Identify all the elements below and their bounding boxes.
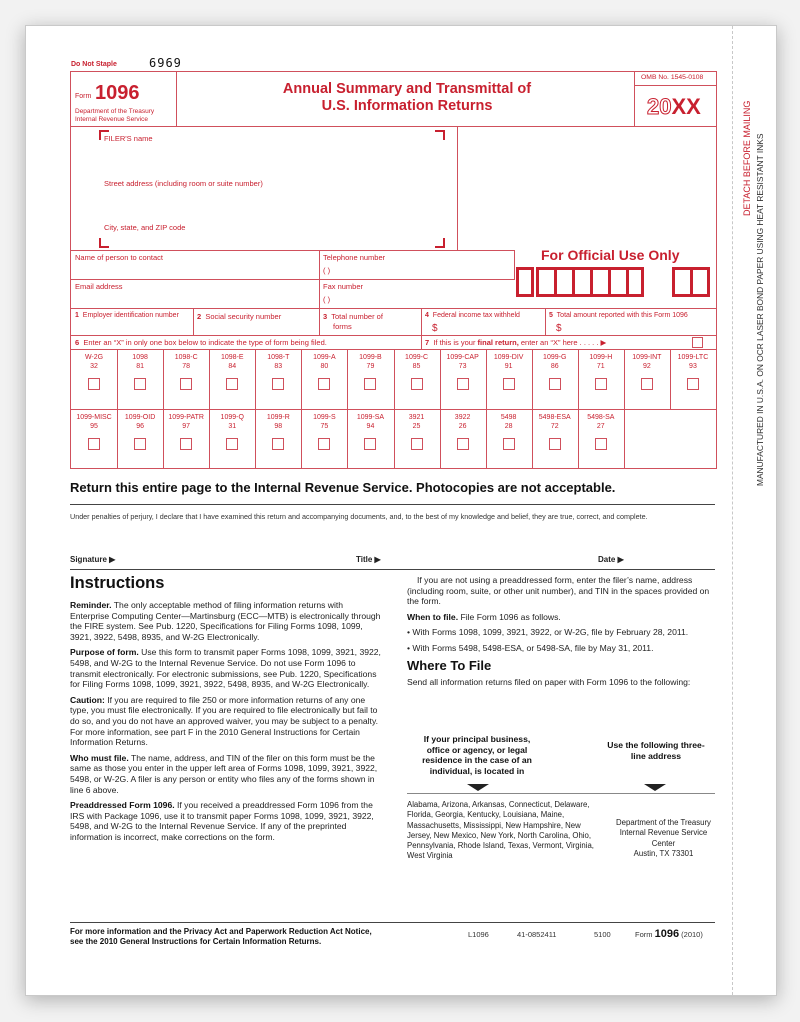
instructions-right-column — [407, 575, 715, 687]
form-type-name: 1099-MISC — [76, 414, 112, 421]
form-type-cell — [578, 413, 624, 431]
form-type-cell — [394, 353, 440, 371]
form-type-cell — [163, 413, 209, 431]
form-type-checkbox[interactable] — [134, 378, 146, 390]
form-word: Form — [75, 93, 92, 100]
form-type-code: 80 — [320, 363, 329, 370]
where-left-header: If your principal business, office or agency, or legal residence in the case of an individual, is located in — [422, 734, 532, 776]
box2-ssn[interactable]: 2 Social security number — [197, 312, 282, 321]
form-type-name: 1099-INT — [632, 354, 662, 361]
form-type-code: 98 — [274, 423, 283, 430]
form-type-code: 78 — [182, 363, 191, 370]
form-type-name: 1099-R — [266, 414, 290, 421]
form-type-cell — [301, 413, 347, 431]
filer-name-label[interactable]: FILER'S name — [104, 134, 153, 143]
print-code: 5100 — [594, 930, 611, 939]
form-type-code: 93 — [689, 363, 697, 370]
form-type-name: 1099-OID — [124, 414, 156, 421]
form-type-name: 1099-DIV — [493, 354, 524, 361]
form-type-name: 1099-Q — [220, 414, 244, 421]
form-type-checkbox[interactable] — [226, 438, 238, 450]
where-to-file-heading: Where To File — [407, 657, 492, 673]
form-grid — [70, 71, 717, 469]
form-type-checkbox[interactable] — [457, 438, 469, 450]
form-type-code: 27 — [596, 423, 605, 430]
form-type-name: 1099-C — [405, 354, 429, 361]
form-type-name: 5498 — [500, 414, 517, 421]
form-type-cell — [117, 353, 163, 371]
form-type-code: 95 — [90, 423, 98, 430]
form-type-name: 1098-C — [174, 354, 198, 361]
who-must-file-paragraph: Who must file. The name, address, and TIN of the filer on this form must be the same as those you enter in the upper left area of Forms 1098, 1099, 3921, 3922, 5498, or W-2G. A filer is any person or entity who files any of the forms shown in line 6 above. — [70, 752, 378, 795]
department-line1: Department of the Treasury — [75, 108, 155, 115]
official-use-label: For Official Use Only — [541, 247, 680, 263]
preaddressed-intro: If you are not using a preaddressed form, enter the filer’s name, address (including room, suite, or other unit number), and TIN in the spaces provided on the form. — [407, 575, 710, 607]
form-type-cell — [440, 353, 486, 371]
form-type-checkbox[interactable] — [364, 438, 376, 450]
box5-total-amount[interactable]: 5 Total amount reported with this Form 1096 — [549, 312, 688, 319]
form-type-cell — [347, 353, 393, 371]
form-type-cell — [255, 353, 301, 371]
form-type-code: 97 — [182, 423, 191, 430]
title-line1: Annual Summary and Transmittal of — [282, 81, 532, 97]
signature-field[interactable]: Signature ▶ — [70, 555, 116, 564]
manufacturing-notice: MANUFACTURED IN U.S.A. ON OCR LASER BOND PAPER USING HEAT RESISTANT INKS — [755, 133, 765, 486]
form-type-checkbox[interactable] — [180, 438, 192, 450]
form-type-cell — [209, 413, 255, 431]
final-return-checkbox[interactable] — [692, 337, 703, 348]
form-type-name: 1098-E — [220, 354, 244, 361]
form-type-checkbox[interactable] — [687, 378, 699, 390]
form-type-name: 1099-A — [313, 354, 336, 361]
form-type-name: W-2G — [84, 354, 104, 361]
telephone-label[interactable]: Telephone number — [323, 253, 386, 262]
form-type-cell — [532, 353, 578, 371]
form-type-name: 3921 — [408, 414, 425, 421]
when-bullet-1: • With Forms 1098, 1099, 3921, 3922, or W-2G, file by February 28, 2011. — [407, 627, 689, 638]
form-type-cell — [670, 353, 716, 371]
form-type-code: 83 — [274, 363, 283, 370]
form-type-code: 96 — [136, 423, 144, 430]
return-notice: Return this entire page to the Internal Revenue Service. Photocopies are not acceptable. — [70, 480, 616, 495]
form-type-code: 84 — [228, 363, 237, 370]
official-use-box — [672, 267, 710, 297]
form-type-checkbox[interactable] — [88, 438, 100, 450]
box4-dollar: $ — [432, 323, 438, 334]
form-type-checkbox[interactable] — [503, 378, 515, 390]
form-type-name: 1099-SA — [356, 414, 385, 421]
form-type-name: 5498-SA — [587, 414, 615, 421]
ein-code: 41-0852411 — [517, 930, 557, 939]
official-use-box — [536, 267, 644, 297]
title-line2: U.S. Information Returns — [321, 98, 493, 114]
form-type-code: 79 — [366, 363, 375, 370]
instructions-heading: Instructions — [70, 574, 165, 592]
form-type-name: 1099-S — [313, 414, 336, 421]
form-type-cell — [71, 413, 117, 431]
form-title — [177, 81, 637, 115]
telephone-field[interactable]: ( ) — [323, 266, 331, 275]
when-to-file: When to file. File Form 1096 as follows. — [407, 611, 561, 622]
form-type-code: 25 — [412, 423, 421, 430]
form-type-code: 91 — [504, 363, 513, 370]
handwritten-number: 6969 — [149, 56, 182, 70]
form-type-code: 73 — [458, 363, 467, 370]
form-type-row-2 — [71, 409, 716, 468]
form-type-code: 28 — [504, 423, 513, 430]
form-number: 1096 — [95, 82, 140, 104]
date-field[interactable]: Date ▶ — [598, 555, 624, 564]
form-type-cell — [578, 353, 624, 371]
box1-ein[interactable]: 1 Employer identification number — [75, 312, 179, 319]
form-type-checkbox[interactable] — [641, 378, 653, 390]
year-cell — [634, 85, 717, 127]
form-type-code: 94 — [366, 423, 375, 430]
form-type-cell — [486, 413, 532, 431]
arrow-right-icon: ▶ — [600, 338, 607, 347]
fax-label[interactable]: Fax number — [323, 282, 364, 291]
form-type-cell — [624, 353, 670, 371]
irs-address: Department of the Treasury Internal Revenue Service Center Austin, TX 73301 — [616, 818, 711, 858]
form-type-checkbox[interactable] — [549, 438, 561, 450]
box6-instruction: 6 Enter an “X” in only one box below to indicate the type of form being filed. — [75, 338, 327, 347]
form-type-checkbox[interactable] — [318, 438, 330, 450]
form-type-checkbox[interactable] — [272, 378, 284, 390]
form-type-code: 75 — [320, 423, 329, 430]
form-type-checkbox[interactable] — [134, 438, 146, 450]
form-type-checkbox[interactable] — [549, 378, 561, 390]
form-type-checkbox[interactable] — [180, 378, 192, 390]
arrow-down-icon — [644, 784, 666, 791]
official-use-box — [516, 267, 534, 297]
department-line2: Internal Revenue Service — [75, 116, 148, 123]
caution-paragraph: Caution: If you are required to file 250 or more information returns of any one type, you must file electronically. If you are required to file electronically but fail to do so, and you do not have an approved waiver, you may be subject to a penalty. For more information, see part F in the 2010 General Instructions for Certain Information Returns. — [70, 694, 378, 748]
form-type-cell — [440, 413, 486, 431]
form-type-cell — [71, 353, 117, 371]
preaddressed-paragraph: Preaddressed Form 1096. If you received a preaddressed Form 1096 from the IRS with Package 1096, use it to transmit paper Forms 1098, 1099, 3921, 3922, 5498, and W-2G to the Internal Revenue Service. If any of the preprinted information is incorrect, make corrections on the form. — [70, 800, 374, 842]
form-type-code: 86 — [550, 363, 559, 370]
form-type-checkbox[interactable] — [272, 438, 284, 450]
street-address-label[interactable]: Street address (including room or suite number) — [104, 179, 263, 188]
form-type-code: 26 — [458, 423, 467, 430]
form-type-cell — [486, 353, 532, 371]
catalog-code: L1096 — [468, 930, 489, 939]
form-type-code: 92 — [642, 363, 651, 370]
form-type-checkbox[interactable] — [226, 378, 238, 390]
box3-total-forms[interactable]: 3 Total number of — [323, 312, 383, 321]
form-type-cell — [117, 413, 163, 431]
form-type-checkbox[interactable] — [364, 378, 376, 390]
form-type-name: 1099-H — [589, 354, 613, 361]
form-type-name: 5498-ESA — [538, 414, 571, 421]
form-type-code: 71 — [596, 363, 605, 370]
where-right-header: Use the following three-line address — [607, 740, 705, 761]
city-state-zip-label[interactable]: City, state, and ZIP code — [104, 223, 186, 232]
form-type-checkbox[interactable] — [318, 378, 330, 390]
form-type-name: 1098 — [132, 354, 148, 361]
perjury-statement: Under penalties of perjury, I declare that I have examined this return and accompanying documents, and, to the best of my knowledge and belief, they are true, correct, and complete. — [70, 512, 648, 521]
form-type-cell — [209, 353, 255, 371]
box5-dollar: $ — [556, 323, 562, 334]
form-type-code: 85 — [412, 363, 421, 370]
privacy-notice: For more information and the Privacy Act and Paperwork Reduction Act Notice, see the 2010 General Instructions for Certain Information Returns. — [70, 927, 372, 946]
fax-field[interactable]: ( ) — [323, 295, 331, 304]
when-bullet-2: • With Forms 5498, 5498-ESA, or 5498-SA, file by May 31, 2011. — [407, 642, 654, 653]
form-type-checkbox[interactable] — [411, 438, 423, 450]
reminder-paragraph: Reminder. The only acceptable method of filing information returns with Enterprise Computing Center—Martinsburg (ECC—MTB) is electronically through the FIRE system. See Pub. 1220, Specifications for Filing Forms 1098, 1099, 3921, 3922, 5498, 8935, and W-2G Electronically. — [70, 600, 381, 642]
perforation-line — [732, 26, 733, 995]
form-type-checkbox[interactable] — [595, 378, 607, 390]
form-id-cell — [70, 71, 177, 127]
form-type-code: 32 — [90, 363, 98, 370]
detach-notice: DETACH BEFORE MAILING — [742, 100, 752, 216]
form-type-checkbox[interactable] — [595, 438, 607, 450]
form-type-cell — [394, 413, 440, 431]
form-type-name: 1099-CAP — [446, 354, 479, 361]
form-sheet — [25, 25, 777, 996]
form-type-checkbox[interactable] — [457, 378, 469, 390]
box4-federal-tax[interactable]: 4 Federal income tax withheld — [425, 312, 520, 319]
form-type-checkbox[interactable] — [411, 378, 423, 390]
omb-cell — [634, 71, 717, 86]
form-type-code: 31 — [228, 423, 237, 430]
do-not-staple-label: Do Not Staple — [71, 61, 117, 68]
form-type-checkbox[interactable] — [503, 438, 515, 450]
omb-number: OMB No. 1545-0108 — [641, 74, 704, 81]
tax-year: 20XX — [647, 94, 701, 119]
form-type-row-1 — [71, 349, 716, 409]
purpose-paragraph: Purpose of form. Use this form to transmit paper Forms 1098, 1099, 3921, 3922, 5498, and W-2G to the Internal Revenue Service. Do not use Form 1096 to transmit electronically. For electronic submissions, see Pub. 1220, Specifications for Filing Forms 1098, 1099, 3921, 3922, 5498, 8935, and W-2G Electronically. — [70, 647, 381, 690]
footer-form-id: Form 1096 (2010) — [635, 928, 703, 940]
form-type-name: 1099-G — [543, 354, 567, 361]
email-label[interactable]: Email address — [75, 282, 123, 291]
form-type-cell — [532, 413, 578, 431]
contact-name-label[interactable]: Name of person to contact — [75, 253, 163, 262]
form-type-cell — [255, 413, 301, 431]
box3-label-line2: forms — [333, 322, 352, 331]
form-type-name: 1098-T — [267, 354, 290, 361]
form-type-cell — [301, 353, 347, 371]
form-type-cell — [163, 353, 209, 371]
form-type-code: 72 — [550, 423, 559, 430]
form-type-name: 3922 — [454, 414, 471, 421]
form-type-name: 1099-LTC — [677, 354, 709, 361]
instructions-left-column — [70, 600, 382, 842]
where-intro: Send all information returns filed on paper with Form 1096 to the following: — [407, 676, 691, 687]
form-type-name: 1099-PATR — [168, 414, 204, 421]
states-list: Alabama, Arizona, Arkansas, Connecticut, Delaware, Florida, Georgia, Kentucky, Louisiana, Maine, Massachusetts, Mississippi, New Hampshire, New Jersey, New Mexico, New York, North Carolina, Ohio, Pennsylvania, Rhode Island, Texas, Vermont, Virginia, West Virginia — [407, 800, 594, 861]
form-type-checkbox[interactable] — [88, 378, 100, 390]
title-field[interactable]: Title ▶ — [356, 555, 381, 564]
arrow-down-icon — [467, 784, 489, 791]
box7-final-return: 7 If this is your final return, enter an “X” here . . . . . ▶ — [425, 338, 607, 347]
form-type-cell — [347, 413, 393, 431]
form-type-name: 1099-B — [359, 354, 382, 361]
form-type-code: 81 — [136, 363, 144, 370]
